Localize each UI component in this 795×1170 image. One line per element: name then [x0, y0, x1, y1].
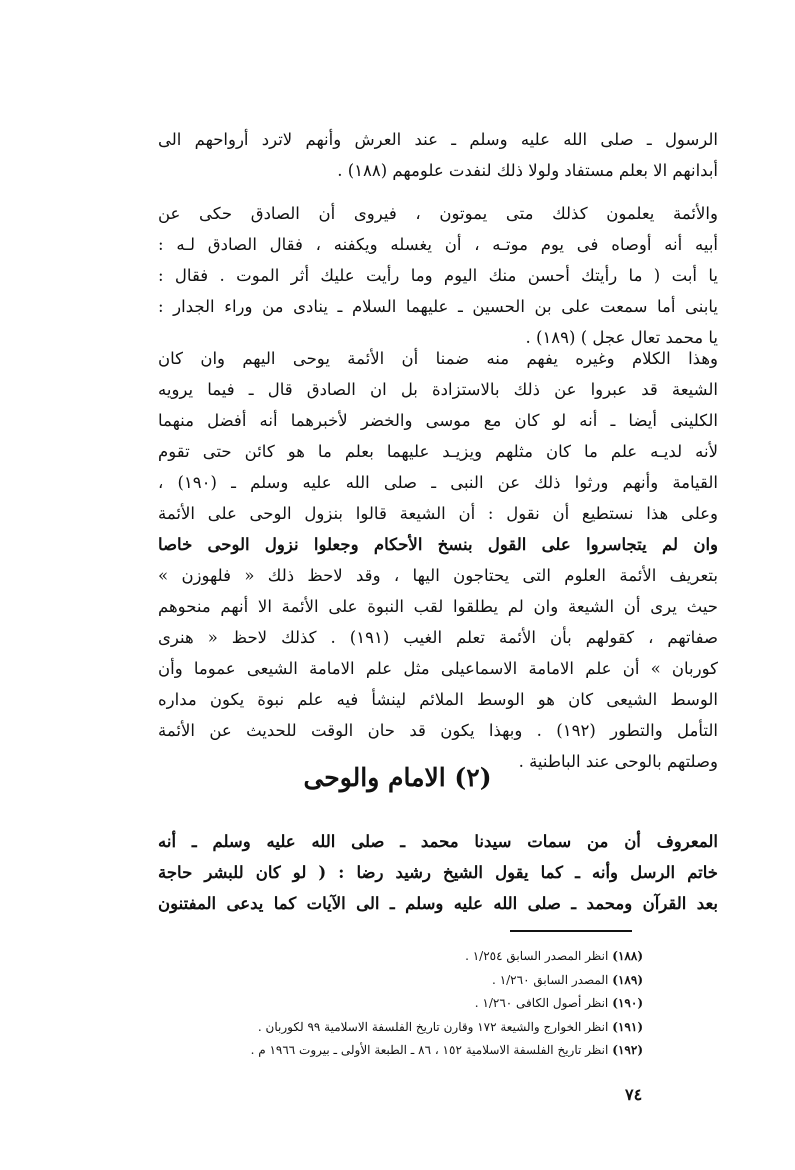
footnote-text: المصدر السابق ١/٢٦٠ . — [492, 972, 609, 987]
footnote — [83, 992, 643, 1016]
paragraph-1 — [158, 124, 718, 186]
text-line: يابنى أما سمعت على بن الحسين ـ عليهما السلام ـ ينادى من وراء الجدار : — [158, 297, 718, 316]
text-line: الوسط الشيعى كان هو الوسط الملائم لينشأ فيه علم نبوة يكون مداره — [158, 690, 718, 709]
text-line: والأئمة يعلمون كذلك متى يموتون ، فيروى أن الصادق حكى عن — [158, 204, 718, 223]
text-line: المعروف أن من سمات سيدنا محمد ـ صلى الله عليه وسلم ـ أنه — [158, 832, 718, 851]
footnote — [83, 969, 643, 993]
text-line: صفاتهم ، كقولهم بأن الأئمة تعلم الغيب (١٩١) . كذلك لاحظ « هنرى — [158, 628, 718, 647]
text-line: حيث يرى أن الشيعة وان لم يطلقوا لقب النبوة على الأئمة الا أنهم منحوهم — [158, 597, 718, 616]
footnote-number: (١٩١) — [612, 1019, 643, 1034]
footnote — [83, 945, 643, 969]
section-heading: (٢) الامام والوحى — [303, 763, 492, 792]
footnote-text: انظر أصول الكافى ١/٢٦٠ . — [474, 996, 609, 1010]
footnote-number: (١٩٠) — [612, 996, 643, 1010]
footnotes — [83, 945, 643, 1063]
footnote-text: انظر الخوارج والشيعة ١٧٢ وقارن تاريخ الفلسفة الاسلامية ٩٩ لكوربان . — [257, 1019, 609, 1034]
footnote — [83, 1039, 643, 1063]
footnote-text: انظر المصدر السابق ١/٢٥٤ . — [465, 949, 609, 963]
text-line: وان لم يتجاسروا على القول بنسخ الأحكام وجعلوا نزول الوحى خاصا — [158, 535, 718, 554]
text-line: الكلينى أيضا ـ أنه لو كان مع موسى والخضر لأخبرهما أنه أفضل منهما — [158, 411, 718, 430]
text-line: أبيه أنه أوصاه فى يوم موتـه ، أن يغسله ويكفنه ، فقال الصادق لـه : — [158, 235, 718, 254]
text-line: أبدانهم الا بعلم مستفاد ولولا ذلك لنفدت علومهم (١٨٨) . — [337, 161, 718, 180]
text-line: بعد القرآن ومحمد ـ صلى الله عليه وسلم ـ الى الآيات كما يدعى المفتنون — [158, 894, 718, 913]
footnote-number: (١٨٩) — [612, 972, 643, 987]
text-line: الشيعة قد عبروا عن ذلك بالاستزادة بل ان الصادق قال ـ فيما يرويه — [158, 380, 718, 399]
text-line: كوربان » أن علم الامامة الاسماعيلى مثل علم الامامة الشيعى عموما وأن — [158, 659, 718, 678]
text-line: الرسول ـ صلى الله عليه وسلم ـ عند العرش وأنهم لاترد أرواحهم الى — [158, 130, 718, 149]
text-line: لأنه لديـه علم ما كان مثلهم ويزيـد عليهما بعلم ما هو كائن حتى تقوم — [158, 442, 718, 461]
footnote-number: (١٩٢) — [612, 1043, 643, 1057]
footnote — [83, 1016, 643, 1040]
text-line: وصلتهم بالوحى عند الباطنية . — [518, 752, 718, 771]
paragraph-4 — [158, 826, 718, 919]
text-line: التأمل والتطور (١٩٢) . وبهذا يكون قد حان الوقت للحديث عن الأئمة — [158, 721, 718, 740]
text-line: بتعريف الأئمة العلوم التى يحتاجون اليها ، وقد لاحظ ذلك « فلهوزن » — [158, 566, 718, 585]
text-line: وعلى هذا نستطيع أن نقول : أن الشيعة قالوا بنزول الوحى على الأئمة — [158, 504, 718, 523]
text-line: وهذا الكلام وغيره يفهم منه ضمنا أن الأئمة يوحى اليهم وان كان — [158, 349, 718, 368]
text-line: خاتم الرسل وأنه ـ كما يقول الشيخ رشيد رضا : ( لو كان للبشر حاجة — [158, 863, 718, 882]
paragraph-3 — [158, 343, 718, 777]
footnote-text: انظر تاريخ الفلسفة الاسلامية ١٥٢ ، ٨٦ ـ الطبعة الأولى ـ بيروت ١٩٦٦ م . — [250, 1043, 609, 1057]
text-line: القيامة وأنهم ورثوا ذلك عن النبى ـ صلى الله عليه وسلم ـ (١٩٠) ، — [158, 473, 718, 492]
footnote-divider — [510, 930, 632, 932]
text-line: يا محمد تعال عجل ) (١٨٩) . — [525, 328, 718, 347]
paragraph-2 — [158, 198, 718, 353]
footnote-number: (١٨٨) — [612, 949, 643, 963]
page-number: ٧٤ — [625, 1085, 643, 1104]
text-line: يا أبت ( ما رأيتك أحسن منك اليوم وما رأيت عليك أثر الموت . فقال : — [158, 266, 718, 285]
